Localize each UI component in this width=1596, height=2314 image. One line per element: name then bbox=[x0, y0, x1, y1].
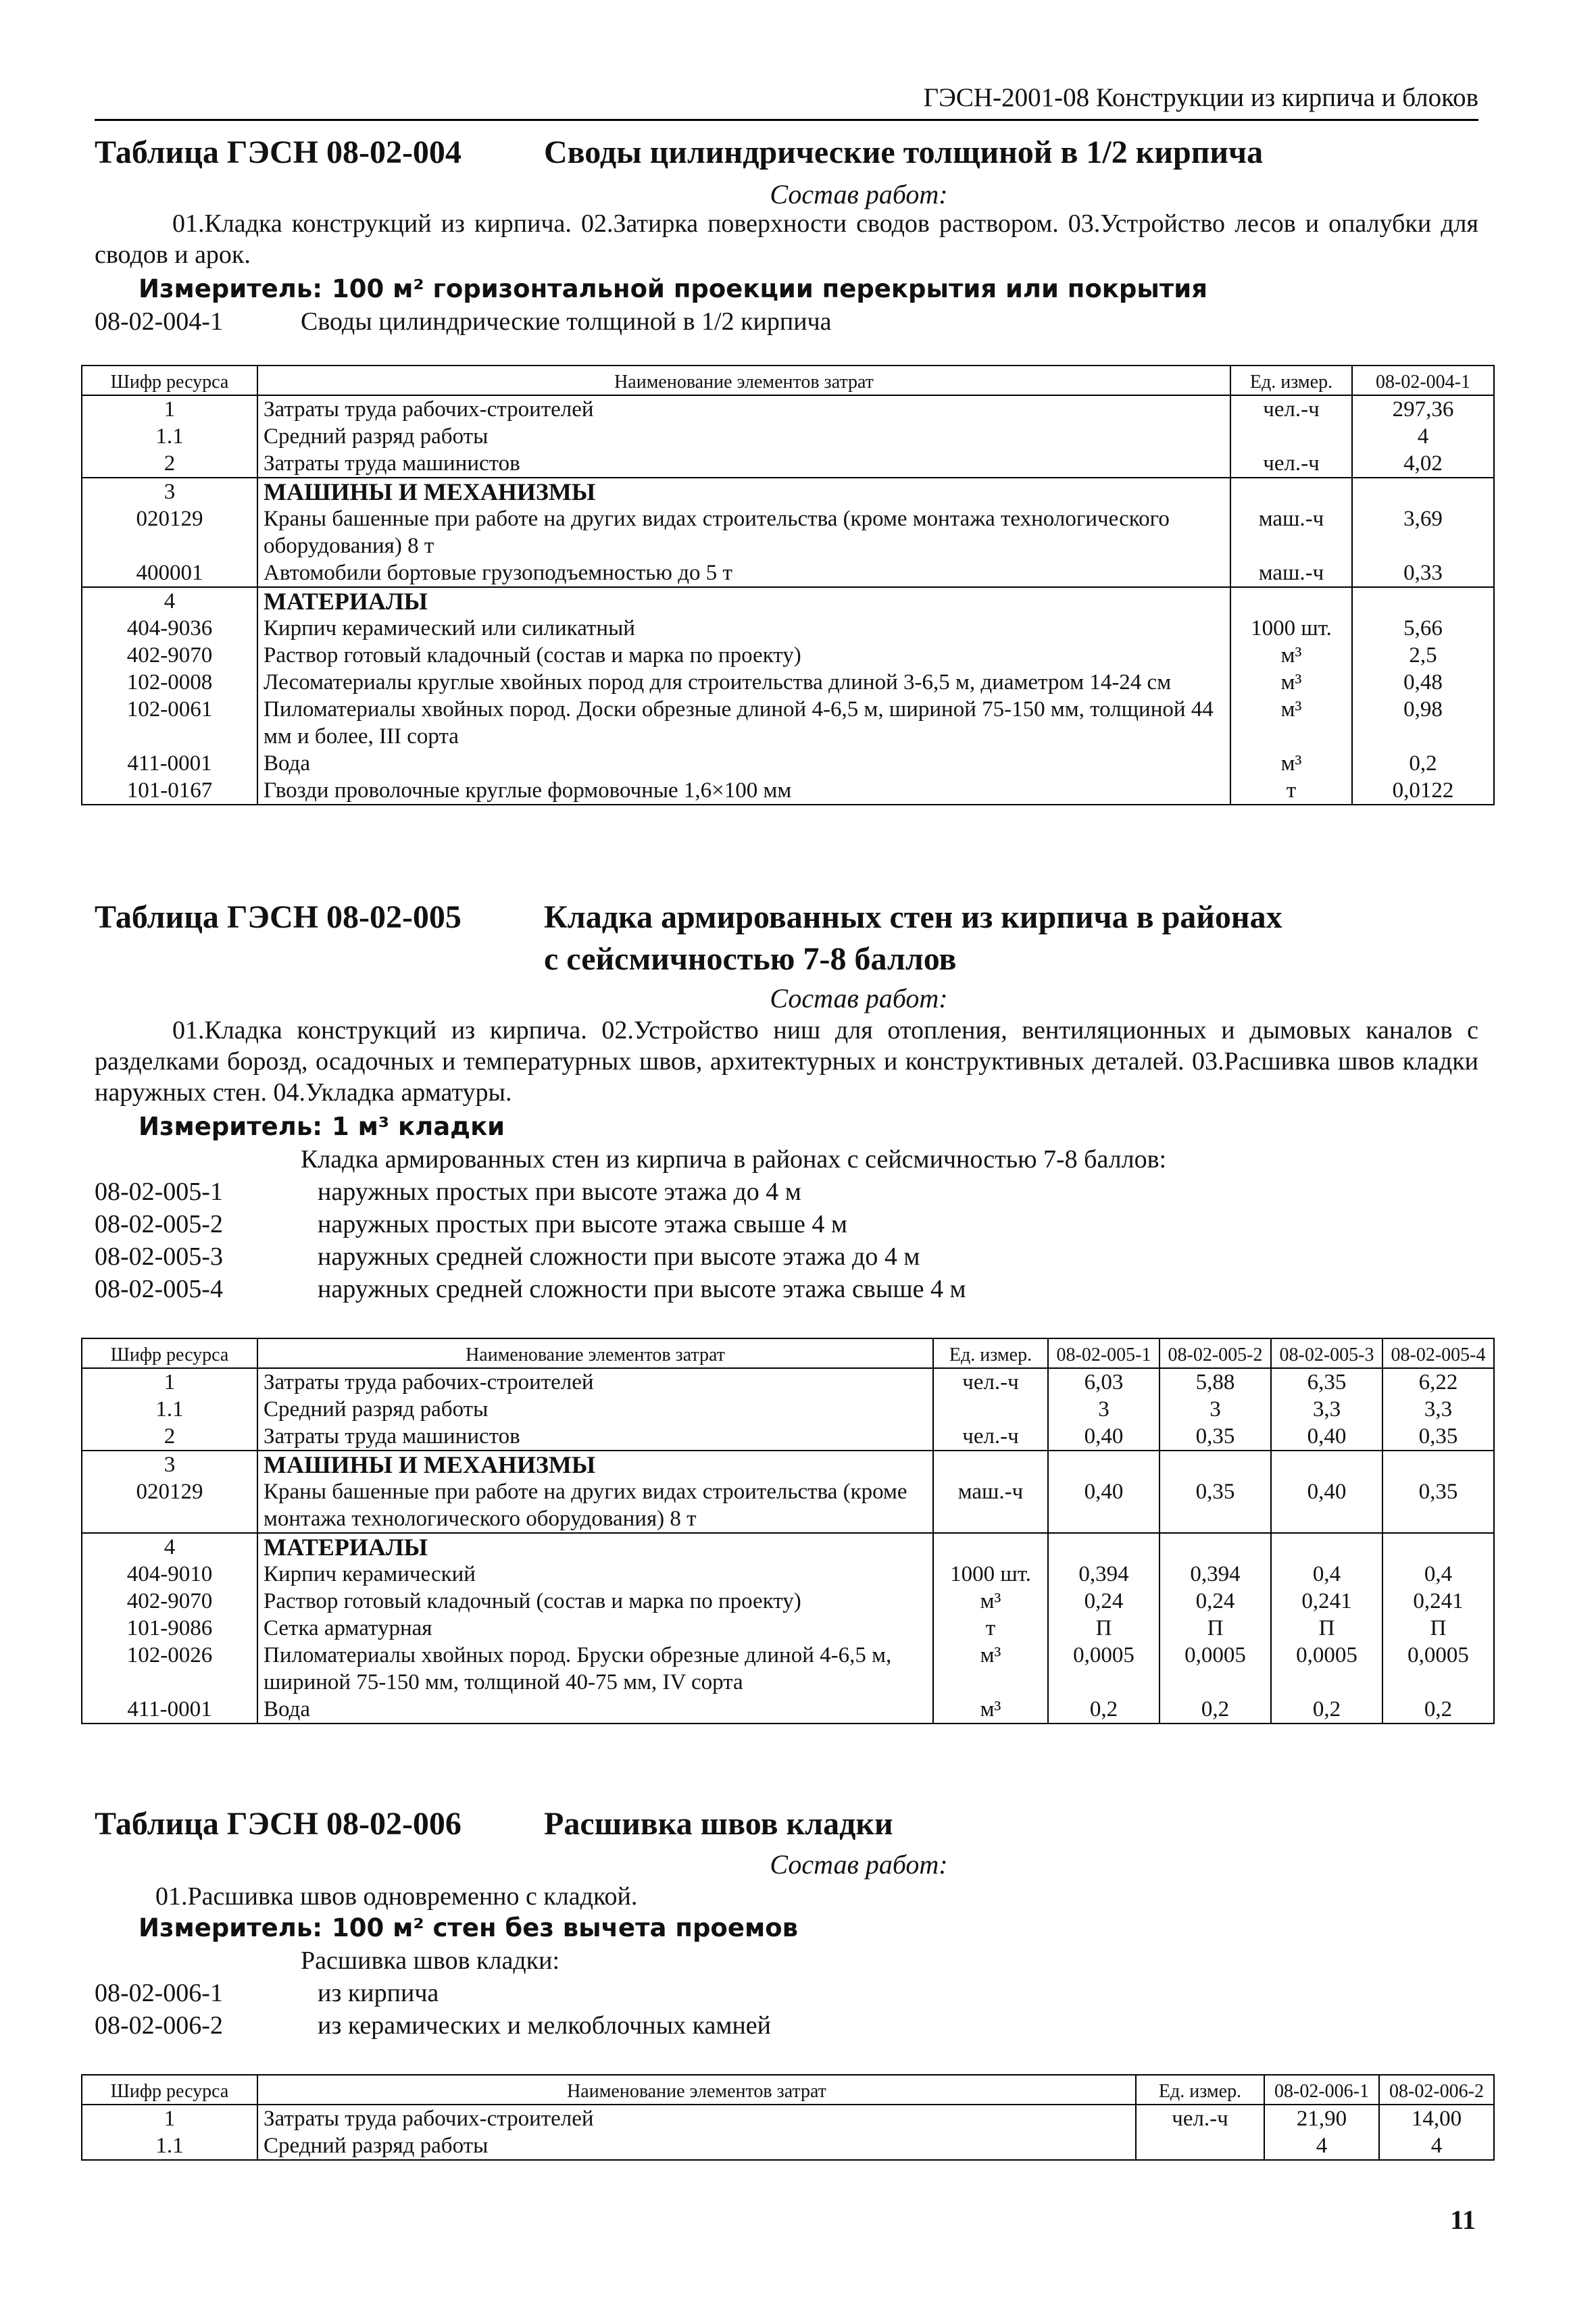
item-description: Своды цилиндрические толщиной в 1/2 кирпича bbox=[301, 307, 832, 336]
value-cell bbox=[1382, 1533, 1494, 1561]
unit-cell: м³ bbox=[1230, 669, 1352, 696]
value-cell: 0,40 bbox=[1271, 1478, 1382, 1533]
resource-name-cell: МАШИНЫ И МЕХАНИЗМЫ bbox=[257, 478, 1230, 505]
measure-line bbox=[139, 1112, 505, 1141]
unit-cell: м³ bbox=[933, 1588, 1048, 1615]
col-header: 08-02-005-2 bbox=[1159, 1338, 1271, 1368]
value-cell: 0,0005 bbox=[1048, 1642, 1159, 1696]
resource-name-cell: Вода bbox=[257, 750, 1230, 777]
resource-name-cell: Затраты труда машинистов bbox=[257, 450, 1230, 478]
item-code: 08-02-005-4 bbox=[95, 1275, 223, 1303]
unit-cell: м³ bbox=[1230, 750, 1352, 777]
unit-cell: чел.-ч bbox=[1230, 450, 1352, 478]
table-row bbox=[82, 2132, 1494, 2160]
item-description: наружных простых при высоте этажа свыше 4 м bbox=[318, 1210, 847, 1238]
value-cell: 0,0005 bbox=[1159, 1642, 1271, 1696]
measure-label: Измеритель: bbox=[139, 1913, 323, 1942]
value-cell: 6,35 bbox=[1271, 1368, 1382, 1396]
value-cell bbox=[1048, 1533, 1159, 1561]
table-row bbox=[82, 1368, 1494, 1396]
resource-name-cell: МАШИНЫ И МЕХАНИЗМЫ bbox=[257, 1451, 933, 1478]
unit-cell bbox=[933, 1396, 1048, 1423]
resource-name-cell: Краны башенные при работе на других видах строительства (кроме монтажа технологического оборудования) 8 т bbox=[257, 505, 1230, 559]
value-cell bbox=[1271, 1451, 1382, 1478]
value-cell: 4 bbox=[1352, 423, 1494, 450]
unit-cell: м³ bbox=[933, 1642, 1048, 1696]
table-title-line1: Кладка армированных стен из кирпича в районах bbox=[544, 899, 1282, 935]
resource-name-cell: Кирпич керамический bbox=[257, 1561, 933, 1588]
unit-cell bbox=[933, 1533, 1048, 1561]
col-header: Шифр ресурса bbox=[82, 2075, 257, 2105]
resource-table-08-02-006 bbox=[81, 2074, 1495, 2161]
resource-name-cell: Пиломатериалы хвойных пород. Бруски обрезные длиной 4-6,5 м, шириной 75-150 мм, толщиной 40-75 мм, IV сорта bbox=[257, 1642, 933, 1696]
unit-cell: 1000 шт. bbox=[1230, 615, 1352, 642]
unit-cell: маш.-ч bbox=[1230, 559, 1352, 587]
item-code: 08-02-005-2 bbox=[95, 1210, 223, 1238]
value-cell: 21,90 bbox=[1264, 2105, 1379, 2132]
value-cell: 0,40 bbox=[1271, 1423, 1382, 1451]
item-description: наружных простых при высоте этажа до 4 м bbox=[318, 1178, 801, 1206]
unit-cell: м³ bbox=[933, 1696, 1048, 1724]
unit-cell: т bbox=[1230, 777, 1352, 805]
unit-cell bbox=[1230, 423, 1352, 450]
value-cell bbox=[1352, 478, 1494, 505]
unit-cell: 1000 шт. bbox=[933, 1561, 1048, 1588]
unit-cell: м³ bbox=[1230, 642, 1352, 669]
value-cell: 297,36 bbox=[1352, 395, 1494, 423]
value-cell: 2,5 bbox=[1352, 642, 1494, 669]
resource-code-cell: 102-0026 bbox=[82, 1642, 257, 1696]
value-cell: 0,40 bbox=[1048, 1478, 1159, 1533]
col-header: Ед. измер. bbox=[1230, 366, 1352, 395]
unit-cell bbox=[933, 1451, 1048, 1478]
unit-cell bbox=[1136, 2132, 1264, 2160]
value-cell: П bbox=[1159, 1615, 1271, 1642]
value-cell: 0,48 bbox=[1352, 669, 1494, 696]
item-code: 08-02-005-3 bbox=[95, 1242, 223, 1271]
page-number: 11 bbox=[1450, 2205, 1476, 2235]
resource-code-cell: 3 bbox=[82, 1451, 257, 1478]
table-row bbox=[82, 1478, 1494, 1533]
value-cell: 4,02 bbox=[1352, 450, 1494, 478]
col-header: Наименование элементов затрат bbox=[257, 2075, 1136, 2105]
resource-code-cell: 020129 bbox=[82, 1478, 257, 1533]
resource-code-cell: 1 bbox=[82, 1368, 257, 1396]
resource-name-cell: Затраты труда машинистов bbox=[257, 1423, 933, 1451]
value-cell: 3,69 bbox=[1352, 505, 1494, 559]
value-cell: 4 bbox=[1379, 2132, 1494, 2160]
value-cell: 0,2 bbox=[1048, 1696, 1159, 1724]
value-cell: 0,24 bbox=[1159, 1588, 1271, 1615]
resource-table-08-02-005 bbox=[81, 1338, 1495, 1724]
table-title: Своды цилиндрические толщиной в 1/2 кирпича bbox=[544, 134, 1264, 170]
resource-name-cell: Краны башенные при работе на других видах строительства (кроме монтажа технологического оборудования) 8 т bbox=[257, 1478, 933, 1533]
resource-code-cell: 402-9070 bbox=[82, 642, 257, 669]
value-cell: 0,0005 bbox=[1271, 1642, 1382, 1696]
value-cell: 0,40 bbox=[1048, 1423, 1159, 1451]
measure-line bbox=[139, 274, 1207, 303]
value-cell: П bbox=[1271, 1615, 1382, 1642]
table-row bbox=[82, 478, 1494, 505]
value-cell: 6,03 bbox=[1048, 1368, 1159, 1396]
unit-cell: чел.-ч bbox=[933, 1423, 1048, 1451]
resource-name-cell: Средний разряд работы bbox=[257, 2132, 1136, 2160]
value-cell: 3 bbox=[1159, 1396, 1271, 1423]
resource-name-cell: Лесоматериалы круглые хвойных пород для строительства длиной 3-6,5 м, диаметром 14-24 см bbox=[257, 669, 1230, 696]
item-description: из кирпича bbox=[318, 1979, 439, 2007]
running-header bbox=[95, 80, 1478, 121]
value-cell: 0,394 bbox=[1159, 1561, 1271, 1588]
resource-code-cell: 2 bbox=[82, 1423, 257, 1451]
col-header: Наименование элементов затрат bbox=[257, 1338, 933, 1368]
value-cell: 0,35 bbox=[1382, 1423, 1494, 1451]
table-row bbox=[82, 1396, 1494, 1423]
value-cell: 0,2 bbox=[1352, 750, 1494, 777]
value-cell: 0,35 bbox=[1159, 1423, 1271, 1451]
item-code: 08-02-006-1 bbox=[95, 1979, 223, 2007]
col-header: 08-02-006-2 bbox=[1379, 2075, 1494, 2105]
col-header: 08-02-005-4 bbox=[1382, 1338, 1494, 1368]
col-header: 08-02-004-1 bbox=[1352, 366, 1494, 395]
col-header: 08-02-005-1 bbox=[1048, 1338, 1159, 1368]
col-header: Шифр ресурса bbox=[82, 366, 257, 395]
resource-code-cell: 1.1 bbox=[82, 1396, 257, 1423]
value-cell: 0,0005 bbox=[1382, 1642, 1494, 1696]
resource-name-cell: Пиломатериалы хвойных пород. Доски обрезные длиной 4-6,5 м, шириной 75-150 мм, толщиной 44 мм и более, III сорта bbox=[257, 696, 1230, 750]
resource-code-cell: 4 bbox=[82, 1533, 257, 1561]
composition-text: 01.Кладка конструкций из кирпича. 02.Устройство ниш для отопления, вентиляционных и дымовых каналов с разделками борозд, осадочных и температурных швов, архитектурных и конструктивных деталей. 03.Расшивка швов кладки наружных стен. 04.Укладка арматуры. bbox=[95, 1016, 1478, 1107]
resource-code-cell: 1.1 bbox=[82, 2132, 257, 2160]
running-header-text: ГЭСН-2001-08 Конструкции из кирпича и блоков bbox=[923, 83, 1478, 112]
value-cell: 0,2 bbox=[1159, 1696, 1271, 1724]
table-row bbox=[82, 587, 1494, 615]
value-cell: П bbox=[1382, 1615, 1494, 1642]
col-header: 08-02-006-1 bbox=[1264, 2075, 1379, 2105]
section-title-08-02-005 bbox=[95, 899, 1282, 936]
resource-code-cell: 3 bbox=[82, 478, 257, 505]
value-cell: 0,2 bbox=[1382, 1696, 1494, 1724]
resource-code-cell: 101-9086 bbox=[82, 1615, 257, 1642]
table-row bbox=[82, 642, 1494, 669]
resource-name-cell: Средний разряд работы bbox=[257, 423, 1230, 450]
table-row bbox=[82, 450, 1494, 478]
resource-name-cell: Затраты труда рабочих-строителей bbox=[257, 2105, 1136, 2132]
value-cell: 0,98 bbox=[1352, 696, 1494, 750]
table-row bbox=[82, 505, 1494, 559]
table-label: Таблица ГЭСН 08-02-005 bbox=[95, 899, 462, 935]
resource-code-cell: 404-9010 bbox=[82, 1561, 257, 1588]
resource-code-cell: 2 bbox=[82, 450, 257, 478]
resource-name-cell: МАТЕРИАЛЫ bbox=[257, 1533, 933, 1561]
table-label: Таблица ГЭСН 08-02-004 bbox=[95, 134, 462, 170]
measure-label: Измеритель: bbox=[139, 274, 323, 303]
table-row bbox=[82, 1451, 1494, 1478]
col-header: 08-02-005-3 bbox=[1271, 1338, 1382, 1368]
resource-code-cell: 411-0001 bbox=[82, 1696, 257, 1724]
table-row bbox=[82, 1561, 1494, 1588]
resource-name-cell: Раствор готовый кладочный (состав и марка по проекту) bbox=[257, 1588, 933, 1615]
resource-code-cell: 1 bbox=[82, 395, 257, 423]
resource-code-cell: 102-0061 bbox=[82, 696, 257, 750]
col-header: Наименование элементов затрат bbox=[257, 366, 1230, 395]
unit-cell: т bbox=[933, 1615, 1048, 1642]
value-cell: 3,3 bbox=[1271, 1396, 1382, 1423]
resource-name-cell: Сетка арматурная bbox=[257, 1615, 933, 1642]
resource-code-cell: 1.1 bbox=[82, 423, 257, 450]
resource-name-cell: Кирпич керамический или силикатный bbox=[257, 615, 1230, 642]
table-row bbox=[82, 615, 1494, 642]
resource-code-cell: 411-0001 bbox=[82, 750, 257, 777]
composition-label: Состав работ: bbox=[770, 179, 948, 209]
value-cell: 14,00 bbox=[1379, 2105, 1494, 2132]
unit-cell: м³ bbox=[1230, 696, 1352, 750]
resource-name-cell: Средний разряд работы bbox=[257, 1396, 933, 1423]
value-cell: 0,394 bbox=[1048, 1561, 1159, 1588]
value-cell: 5,66 bbox=[1352, 615, 1494, 642]
value-cell: 5,88 bbox=[1159, 1368, 1271, 1396]
col-header: Ед. измер. bbox=[1136, 2075, 1264, 2105]
resource-code-cell: 4 bbox=[82, 587, 257, 615]
unit-cell: чел.-ч bbox=[1136, 2105, 1264, 2132]
resource-code-cell: 402-9070 bbox=[82, 1588, 257, 1615]
value-cell: 0,241 bbox=[1271, 1588, 1382, 1615]
value-cell: 3,3 bbox=[1382, 1396, 1494, 1423]
resource-name-cell: Автомобили бортовые грузоподъемностью до 5 т bbox=[257, 559, 1230, 587]
resource-name-cell: Затраты труда рабочих-строителей bbox=[257, 395, 1230, 423]
resource-name-cell: МАТЕРИАЛЫ bbox=[257, 587, 1230, 615]
table-row bbox=[82, 1588, 1494, 1615]
value-cell bbox=[1352, 587, 1494, 615]
table-row bbox=[82, 395, 1494, 423]
table-row bbox=[82, 696, 1494, 750]
table-row bbox=[82, 669, 1494, 696]
table-row bbox=[82, 2105, 1494, 2132]
unit-cell: маш.-ч bbox=[1230, 505, 1352, 559]
measure-value: 1 м³ кладки bbox=[332, 1112, 505, 1141]
measure-value: 100 м² горизонтальной проекции перекрытия или покрытия bbox=[332, 274, 1207, 303]
table-title-line2: с сейсмичностью 7-8 баллов bbox=[544, 941, 957, 977]
table-row bbox=[82, 1642, 1494, 1696]
unit-cell bbox=[1230, 478, 1352, 505]
value-cell: 0,24 bbox=[1048, 1588, 1159, 1615]
value-cell bbox=[1159, 1451, 1271, 1478]
resource-code-cell: 400001 bbox=[82, 559, 257, 587]
table-title: Расшивка швов кладки bbox=[544, 1806, 893, 1842]
table-row bbox=[82, 1533, 1494, 1561]
item-description: наружных средней сложности при высоте этажа свыше 4 м bbox=[318, 1275, 966, 1303]
value-cell: 6,22 bbox=[1382, 1368, 1494, 1396]
value-cell: П bbox=[1048, 1615, 1159, 1642]
value-cell bbox=[1382, 1451, 1494, 1478]
resource-code-cell: 102-0008 bbox=[82, 669, 257, 696]
value-cell: 0,241 bbox=[1382, 1588, 1494, 1615]
value-cell: 0,4 bbox=[1382, 1561, 1494, 1588]
item-description: наружных средней сложности при высоте этажа до 4 м bbox=[318, 1242, 920, 1271]
resource-name-cell: Раствор готовый кладочный (состав и марка по проекту) bbox=[257, 642, 1230, 669]
resource-code-cell: 020129 bbox=[82, 505, 257, 559]
table-row bbox=[82, 559, 1494, 587]
value-cell: 0,2 bbox=[1271, 1696, 1382, 1724]
col-header: Шифр ресурса bbox=[82, 1338, 257, 1368]
unit-cell: маш.-ч bbox=[933, 1478, 1048, 1533]
resource-code-cell: 1 bbox=[82, 2105, 257, 2132]
value-cell: 0,0122 bbox=[1352, 777, 1494, 805]
measure-label: Измеритель: bbox=[139, 1112, 323, 1141]
table-row bbox=[82, 750, 1494, 777]
resource-code-cell: 404-9036 bbox=[82, 615, 257, 642]
measure-line bbox=[139, 1913, 798, 1942]
resource-name-cell: Затраты труда рабочих-строителей bbox=[257, 1368, 933, 1396]
item-description: из керамических и мелкоблочных камней bbox=[318, 2011, 771, 2040]
resource-name-cell: Вода bbox=[257, 1696, 933, 1724]
items-intro: Кладка армированных стен из кирпича в районах с сейсмичностью 7-8 баллов: bbox=[301, 1145, 1167, 1174]
table-row bbox=[82, 1423, 1494, 1451]
unit-cell bbox=[1230, 587, 1352, 615]
table-label: Таблица ГЭСН 08-02-006 bbox=[95, 1806, 462, 1842]
value-cell: 0,4 bbox=[1271, 1561, 1382, 1588]
table-row bbox=[82, 1615, 1494, 1642]
value-cell: 4 bbox=[1264, 2132, 1379, 2160]
items-intro: Расшивка швов кладки: bbox=[301, 1946, 560, 1975]
value-cell: 0,35 bbox=[1382, 1478, 1494, 1533]
table-row bbox=[82, 423, 1494, 450]
item-code: 08-02-005-1 bbox=[95, 1178, 223, 1206]
composition-text: 01.Расшивка швов одновременно с кладкой. bbox=[155, 1882, 638, 1911]
value-cell: 0,33 bbox=[1352, 559, 1494, 587]
value-cell bbox=[1271, 1533, 1382, 1561]
item-code: 08-02-004-1 bbox=[95, 307, 223, 336]
resource-code-cell: 101-0167 bbox=[82, 777, 257, 805]
value-cell: 3 bbox=[1048, 1396, 1159, 1423]
unit-cell: чел.-ч bbox=[933, 1368, 1048, 1396]
table-row bbox=[82, 1696, 1494, 1724]
composition-label: Состав работ: bbox=[770, 1849, 948, 1880]
resource-name-cell: Гвозди проволочные круглые формовочные 1,6×100 мм bbox=[257, 777, 1230, 805]
unit-cell: чел.-ч bbox=[1230, 395, 1352, 423]
value-cell bbox=[1048, 1451, 1159, 1478]
section-title-08-02-004 bbox=[95, 134, 1264, 171]
col-header: Ед. измер. bbox=[933, 1338, 1048, 1368]
value-cell: 0,35 bbox=[1159, 1478, 1271, 1533]
composition-label: Состав работ: bbox=[770, 983, 948, 1013]
resource-table-08-02-004 bbox=[81, 365, 1495, 805]
section-title-08-02-006 bbox=[95, 1805, 893, 1842]
composition-text: 01.Кладка конструкций из кирпича. 02.Затирка поверхности сводов раствором. 03.Устройство лесов и опалубки для сводов и арок. bbox=[95, 209, 1478, 269]
table-row bbox=[82, 777, 1494, 805]
measure-value: 100 м² стен без вычета проемов bbox=[332, 1913, 799, 1942]
item-code: 08-02-006-2 bbox=[95, 2011, 223, 2040]
value-cell bbox=[1159, 1533, 1271, 1561]
